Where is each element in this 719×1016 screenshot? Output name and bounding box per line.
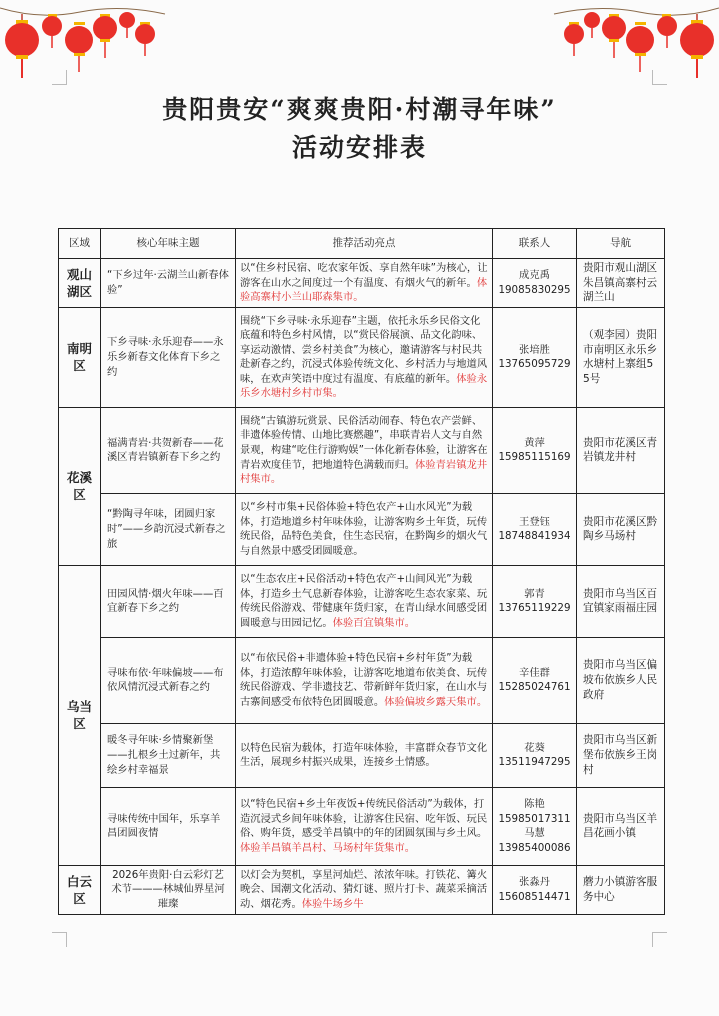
corner-mark — [52, 70, 67, 85]
theme-cell: 下乡寻味·永乐迎春——永乐乡新春文化体育下乡之约 — [101, 307, 236, 407]
highlights-cell: 以“住乡村民宿、吃农家年饭、享自然年味”为核心，让游客在山水之间度过一个有温度、有烟火气的新年。体验高寨村小兰山耶森集市。 — [236, 259, 493, 308]
lantern-icon — [680, 14, 714, 78]
highlights-cell: 以“布依民俗+非遗体验+特色民宿+乡村年货”为载体，打造浓醇年味体验，让游客吃地道布依美食、玩传统民俗游戏、学非遗技艺、带新鲜年货归家，在山水与古寨间感受布依特色团圆暖意。体验偏坡乡露天集市。 — [236, 637, 493, 723]
district-cell: 乌当 区 — [59, 565, 101, 865]
lantern-icon — [93, 14, 117, 58]
navigation-cell: 贵阳市乌当区偏坡布依族乡人民政府 — [577, 637, 665, 723]
navigation-cell: 蘑力小镇游客服务中心 — [577, 865, 665, 914]
contact-cell: 陈艳 15985017311 马慧 13985400086 — [493, 787, 577, 865]
contact-cell: 郭青 13765119229 — [493, 565, 577, 637]
lantern-icon — [5, 14, 39, 78]
theme-cell: 福满青岩·共贺新春——花溪区青岩镇新春下乡之约 — [101, 407, 236, 493]
theme-cell: “黔陶寻年味，团圆归家时”——乡韵沉浸式新春之旅 — [101, 493, 236, 565]
lantern-decoration-right — [549, 0, 719, 80]
contact-cell: 张培胜 13765095729 — [493, 307, 577, 407]
district-cell: 白云 区 — [59, 865, 101, 914]
navigation-cell: 贵阳市乌当区羊昌花画小镇 — [577, 787, 665, 865]
table-header-row — [59, 229, 665, 259]
table-row — [59, 407, 665, 493]
highlight-text: 体验偏坡乡露天集市。 — [384, 695, 488, 708]
theme-cell: 田园风情·烟火年味——百宜新春下乡之约 — [101, 565, 236, 637]
theme-cell: 2026年贵阳·白云彩灯艺术节———林城仙界星河璀璨 — [101, 865, 236, 914]
activity-schedule-table — [58, 228, 665, 915]
corner-mark — [652, 932, 667, 947]
contact-cell: 辛佳群 15285024761 — [493, 637, 577, 723]
highlight-text: 体验青岩镇龙井村集市。 — [240, 458, 488, 486]
lantern-icon — [657, 14, 677, 48]
highlights-cell: 围绕“古镇游玩赏景、民俗活动闹春、特色农产尝鲜、非遗体验传情、山地比赛燃趣”，串联青岩人文与自然景观，构建“吃住行游购娱”一体化新春体验，让游客在青岩欢度佳节，把地道特色满载而归。体验青岩镇龙井村集市。 — [236, 407, 493, 493]
navigation-cell: 贵阳市花溪区黔陶乡马场村 — [577, 493, 665, 565]
lantern-icon — [135, 22, 155, 56]
navigation-cell: （观李园）贵阳市南明区永乐乡水塘村上寨组55号 — [577, 307, 665, 407]
contact-cell: 成克禹 19085830295 — [493, 259, 577, 308]
navigation-cell: 贵阳市乌当区百宜镇家雨福庄园 — [577, 565, 665, 637]
theme-cell: 寻味布依·年味偏坡——布依风情沉浸式新春之约 — [101, 637, 236, 723]
lantern-decoration-left — [0, 0, 170, 80]
lantern-icon — [42, 14, 62, 48]
district-cell: 观山 湖区 — [59, 259, 101, 308]
district-cell: 南明 区 — [59, 307, 101, 407]
contact-cell: 黄萍 15985115169 — [493, 407, 577, 493]
highlights-cell: 以“乡村市集+民俗体验+特色农产+山水风光”为载体，打造地道乡村年味体验，让游客购乡土年货，玩传统民俗，品特色美食，住生态民宿，在黔陶乡的烟火气与自然景中感受团圆暖意。 — [236, 493, 493, 565]
table-row — [59, 259, 665, 308]
contact-cell: 王登钰 18748841934 — [493, 493, 577, 565]
page-title: 贵阳贵安“爽爽贵阳·村潮寻年味” — [162, 95, 557, 124]
theme-cell: “下乡过年·云湖兰山新春体验” — [101, 259, 236, 308]
page-subtitle: 活动安排表 — [291, 133, 427, 162]
table-row — [59, 865, 665, 914]
lantern-icon — [626, 22, 654, 72]
table-row — [59, 723, 665, 787]
lantern-icon — [584, 12, 600, 38]
column-header-district: 区域 — [59, 229, 101, 259]
column-header-highlights: 推荐活动亮点 — [236, 229, 493, 259]
highlight-text: 体验羊昌镇羊昌村、马场村年货集市。 — [240, 841, 416, 854]
corner-mark — [52, 932, 67, 947]
navigation-cell: 贵阳市乌当区新堡布依族乡王岗村 — [577, 723, 665, 787]
theme-cell: 寻味传统中国年，乐享羊昌团圆夜情 — [101, 787, 236, 865]
contact-cell: 花葵 13511947295 — [493, 723, 577, 787]
district-cell: 花溪 区 — [59, 407, 101, 565]
highlights-cell: 以特色民宿为载体，打造年味体验，丰富群众春节文化生活，展现乡村振兴成果，连接乡土情感。 — [236, 723, 493, 787]
lantern-icon — [564, 22, 584, 56]
navigation-cell: 贵阳市花溪区青岩镇龙井村 — [577, 407, 665, 493]
lantern-icon — [602, 14, 626, 58]
lantern-icon — [119, 12, 135, 38]
column-header-theme: 核心年味主题 — [101, 229, 236, 259]
highlights-cell: 以灯会为契机，享星河灿烂、浓浓年味。打铁花、篝火晚会、国潮文化活动、猜灯谜、照片打卡、蔬菜采摘活动、烟花秀。体验牛场乡牛 — [236, 865, 493, 914]
table-row — [59, 307, 665, 407]
contact-cell: 张淼丹 15608514471 — [493, 865, 577, 914]
highlights-cell: 围绕“下乡寻味·永乐迎春”主题，依托永乐乡民俗文化底蕴和特色乡村风情，以“赏民俗展演、品文化韵味、享运动激情、尝乡村美食”为核心，邀请游客与村民共赴新春之约，沉浸式体验传统文化、乡村活力与地道风味，在欢声笑语中度过有温度、有底蕴的新年。体验永乐乡水塘村乡村市集。 — [236, 307, 493, 407]
column-header-navigation: 导航 — [577, 229, 665, 259]
table-row — [59, 493, 665, 565]
table-row — [59, 637, 665, 723]
lantern-icon — [65, 22, 93, 72]
highlights-cell: 以“生态农庄+民俗活动+特色农产+山间风光”为载体，打造乡土气息新春体验，让游客吃生态农家菜、玩传统民俗游戏、带健康年货归家，在青山绿水间感受团圆暖意与田园记忆。体验百宜镇集市。 — [236, 565, 493, 637]
theme-cell: 暖冬寻年味·乡情聚新堡——扎根乡土过新年，共绘乡村幸福景 — [101, 723, 236, 787]
highlight-text: 体验永乐乡水塘村乡村市集。 — [240, 372, 488, 400]
table-row — [59, 565, 665, 637]
highlight-text: 体验高寨村小兰山耶森集市。 — [240, 276, 488, 304]
corner-mark — [652, 70, 667, 85]
highlight-text: 体验百宜镇集市。 — [332, 616, 416, 629]
column-header-contact: 联系人 — [493, 229, 577, 259]
highlight-text: 体验牛场乡牛 — [301, 897, 364, 910]
table-row — [59, 787, 665, 865]
highlights-cell: 以“特色民宿+乡土年夜饭+传统民俗活动”为载体，打造沉浸式乡间年味体验，让游客住民宿、吃年饭、玩民俗、购年货，感受羊昌镇中的年的团圆氛围与乡土风。体验羊昌镇羊昌村、马场村年货集市。 — [236, 787, 493, 865]
navigation-cell: 贵阳市观山湖区朱昌镇高寨村云湖兰山 — [577, 259, 665, 308]
